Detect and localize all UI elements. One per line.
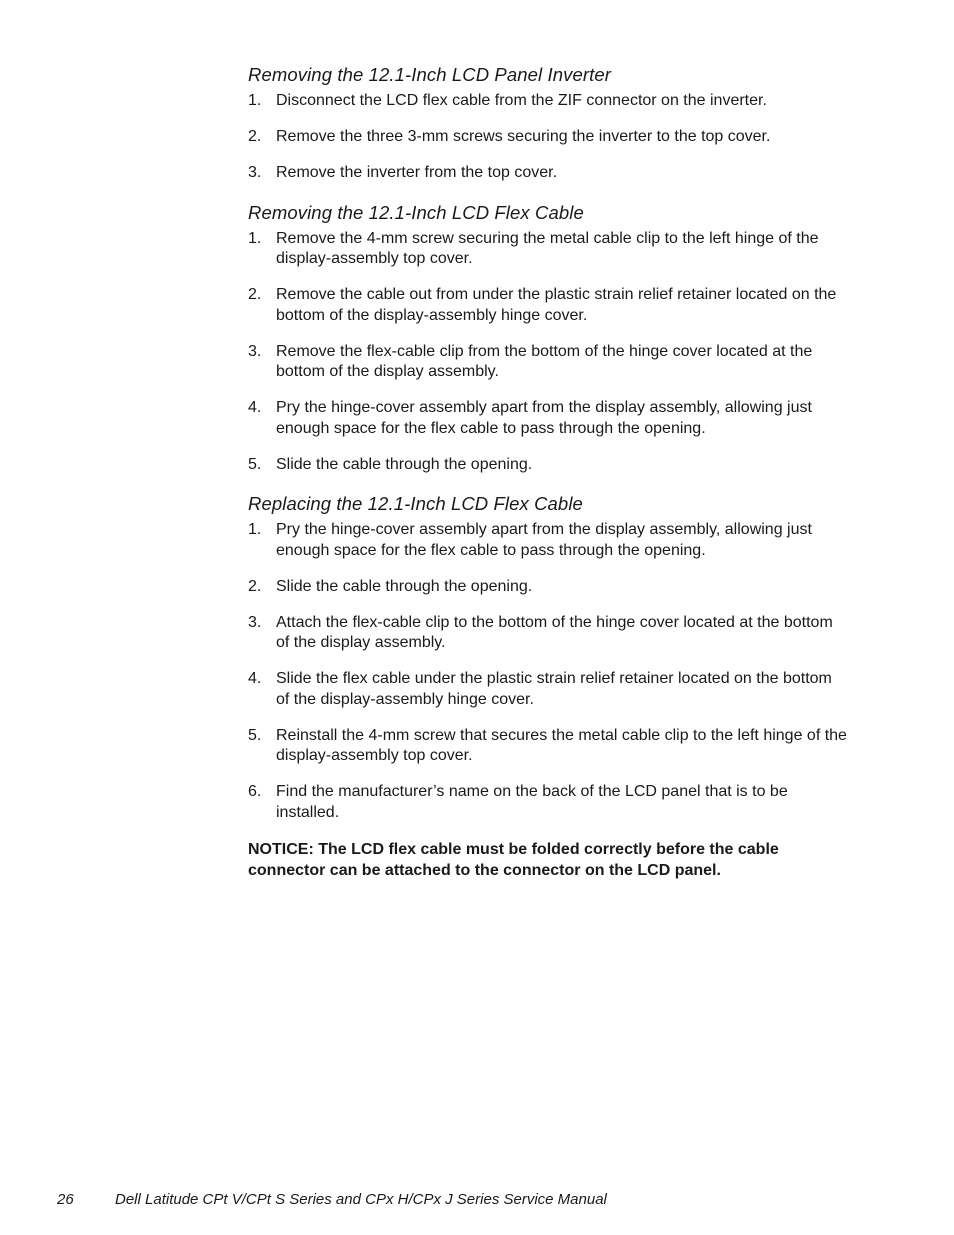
step-list xyxy=(248,91,848,184)
step-text: Remove the cable out from under the plastic strain relief retainer located on the bottom of the display-assembly hinge cover. xyxy=(276,286,837,324)
step-number: 1. xyxy=(248,521,262,538)
step-text: Pry the hinge-cover assembly apart from the display assembly, allowing just enough space for the flex cable to pass through the opening. xyxy=(276,399,812,437)
step-text: Attach the flex-cable clip to the bottom of the hinge cover located at the bottom of the display assembly. xyxy=(276,613,833,651)
notice-text: NOTICE: The LCD flex cable must be folded correctly before the cable connector can be attached to the connector on the LCD panel. xyxy=(248,841,779,879)
step-item xyxy=(248,91,848,112)
step-text: Pry the hinge-cover assembly apart from the display assembly, allowing just enough space for the flex cable to pass through the opening. xyxy=(276,521,812,559)
section-removing-lcd-flex-cable xyxy=(248,200,848,476)
step-number: 1. xyxy=(248,92,262,109)
step-number: 4. xyxy=(248,670,262,687)
step-number: 5. xyxy=(248,455,262,473)
step-item xyxy=(248,285,848,326)
step-item xyxy=(248,398,848,439)
section-removing-lcd-panel-inverter xyxy=(248,62,848,184)
page-footer xyxy=(57,1190,607,1210)
step-item xyxy=(248,613,848,654)
step-number: 2. xyxy=(248,128,262,145)
step-item xyxy=(248,669,848,710)
page-content xyxy=(248,62,848,897)
step-text: Reinstall the 4-mm screw that secures the metal cable clip to the left hinge of the display-assembly top cover. xyxy=(276,726,847,764)
step-item xyxy=(248,342,848,383)
section-replacing-lcd-flex-cable xyxy=(248,491,848,823)
step-text: Remove the three 3-mm screws securing the inverter to the top cover. xyxy=(276,128,771,145)
step-item xyxy=(248,229,848,270)
step-item xyxy=(248,782,848,823)
step-number: 2. xyxy=(248,286,262,303)
manual-title: Dell Latitude CPt V/CPt S Series and CPx H/CPx J Series Service Manual xyxy=(115,1191,607,1208)
step-item xyxy=(248,520,848,561)
step-number: 3. xyxy=(248,342,262,360)
step-item xyxy=(248,127,848,148)
step-number: 2. xyxy=(248,577,262,595)
step-item xyxy=(248,455,848,476)
step-number: 5. xyxy=(248,726,262,744)
step-number: 1. xyxy=(248,229,262,247)
step-text: Slide the cable through the opening. xyxy=(276,455,533,473)
step-text: Remove the inverter from the top cover. xyxy=(276,164,558,181)
step-text: Slide the flex cable under the plastic strain relief retainer located on the bottom of the display-assembly hinge cover. xyxy=(276,670,832,708)
step-item xyxy=(248,577,848,598)
step-item xyxy=(248,163,848,184)
step-text: Remove the 4-mm screw securing the metal cable clip to the left hinge of the display-assembly top cover. xyxy=(276,229,819,267)
page-number: 26 xyxy=(57,1191,74,1208)
step-number: 4. xyxy=(248,399,262,416)
section-heading: Replacing the 12.1-Inch LCD Flex Cable xyxy=(248,493,583,514)
step-number: 6. xyxy=(248,783,262,800)
step-list xyxy=(248,229,848,476)
step-number: 3. xyxy=(248,613,262,631)
step-text: Find the manufacturer’s name on the back of the LCD panel that is to be installed. xyxy=(276,783,788,821)
step-text: Remove the flex-cable clip from the bottom of the hinge cover located at the bottom of the display assembly. xyxy=(276,342,813,380)
step-item xyxy=(248,726,848,767)
section-heading: Removing the 12.1-Inch LCD Panel Inverter xyxy=(248,64,611,85)
step-text: Slide the cable through the opening. xyxy=(276,577,533,595)
section-heading: Removing the 12.1-Inch LCD Flex Cable xyxy=(248,201,584,223)
step-number: 3. xyxy=(248,164,262,181)
step-text: Disconnect the LCD flex cable from the ZIF connector on the inverter. xyxy=(276,92,767,109)
step-list xyxy=(248,520,848,823)
